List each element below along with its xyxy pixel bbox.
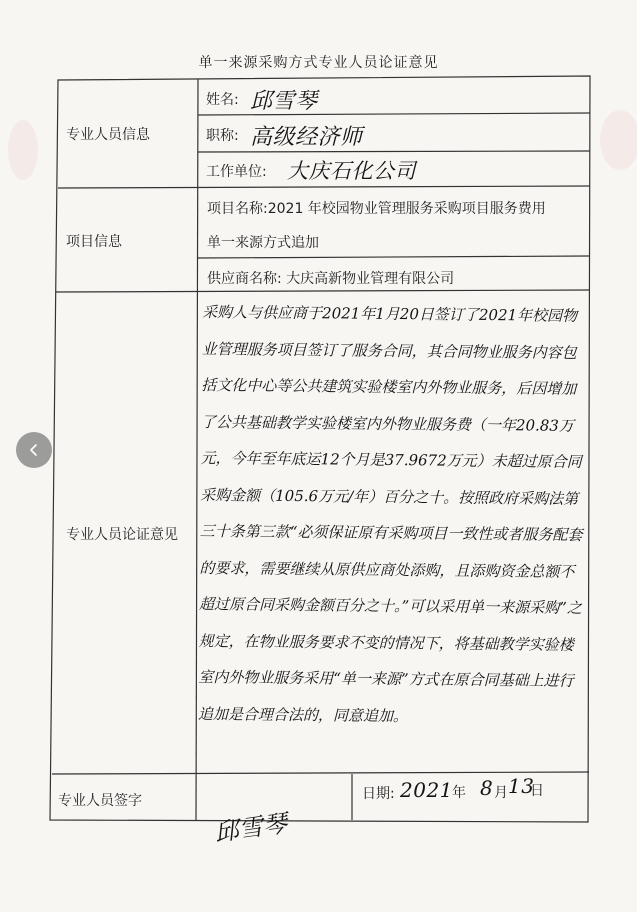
personnel-info-label: 专业人员信息 bbox=[66, 127, 150, 143]
employer-label: 工作单位: bbox=[206, 164, 267, 180]
month-char: 月 bbox=[494, 785, 508, 801]
title-value: 高级经济师 bbox=[250, 125, 363, 150]
title-label: 职称: bbox=[206, 128, 239, 144]
date-year: 2021 bbox=[400, 778, 453, 802]
handwritten-signature: 邱雪琴 bbox=[212, 808, 290, 847]
document-title: 单一来源采购方式专业人员论证意见 bbox=[198, 55, 439, 71]
previous-page-button[interactable] bbox=[16, 432, 52, 468]
opinion-label: 专业人员论证意见 bbox=[66, 527, 178, 543]
name-value: 邱雪琴 bbox=[250, 89, 318, 114]
opinion-text: 采购人与供应商于2021年1月20日签订了2021年校园物业管理服务项目签订了服务合同，其合同物业服务内容包括文化中心等公共建筑实验楼室内外物业服务，后因增加了公共基础教学实验楼室内外物业服务费（一年20.83万元，今年至年底运12个月是37.9672万元）未超过原合同采购金额（105.6万元/年）百分之十。按照政府采购法第三十条第三款“必须保证原有采购项目一致性或者服务配套的要求，需要继续从原供应商处添购，且添购资金总额不超过原合同采购金额百分之十。”可以采用单一来源采购”之规定，在物业服务要求不变的情况下，将基础教学实验楼室内外物业服务采用“单一来源”方式在原合同基础上进行追加是合理合法的，同意追加。 bbox=[197, 302, 583, 725]
name-label: 姓名: bbox=[206, 92, 239, 108]
chevron-left-icon bbox=[26, 442, 42, 458]
date-label: 日期: bbox=[362, 786, 395, 802]
signature-label: 专业人员签字 bbox=[58, 793, 142, 809]
project-info-label: 项目信息 bbox=[66, 234, 122, 250]
year-char: 年 bbox=[452, 785, 466, 801]
date-day: 13 bbox=[508, 774, 535, 798]
project-name-line2: 单一来源方式追加 bbox=[207, 235, 319, 251]
day-char: 日 bbox=[530, 783, 544, 799]
project-name-line1: 项目名称:2021 年校园物业管理服务采购项目服务费用 bbox=[207, 201, 546, 217]
employer-value: 大庆石化公司 bbox=[287, 159, 416, 183]
supplier-name: 供应商名称: 大庆高新物业管理有限公司 bbox=[207, 271, 455, 287]
date-month: 8 bbox=[480, 776, 494, 800]
